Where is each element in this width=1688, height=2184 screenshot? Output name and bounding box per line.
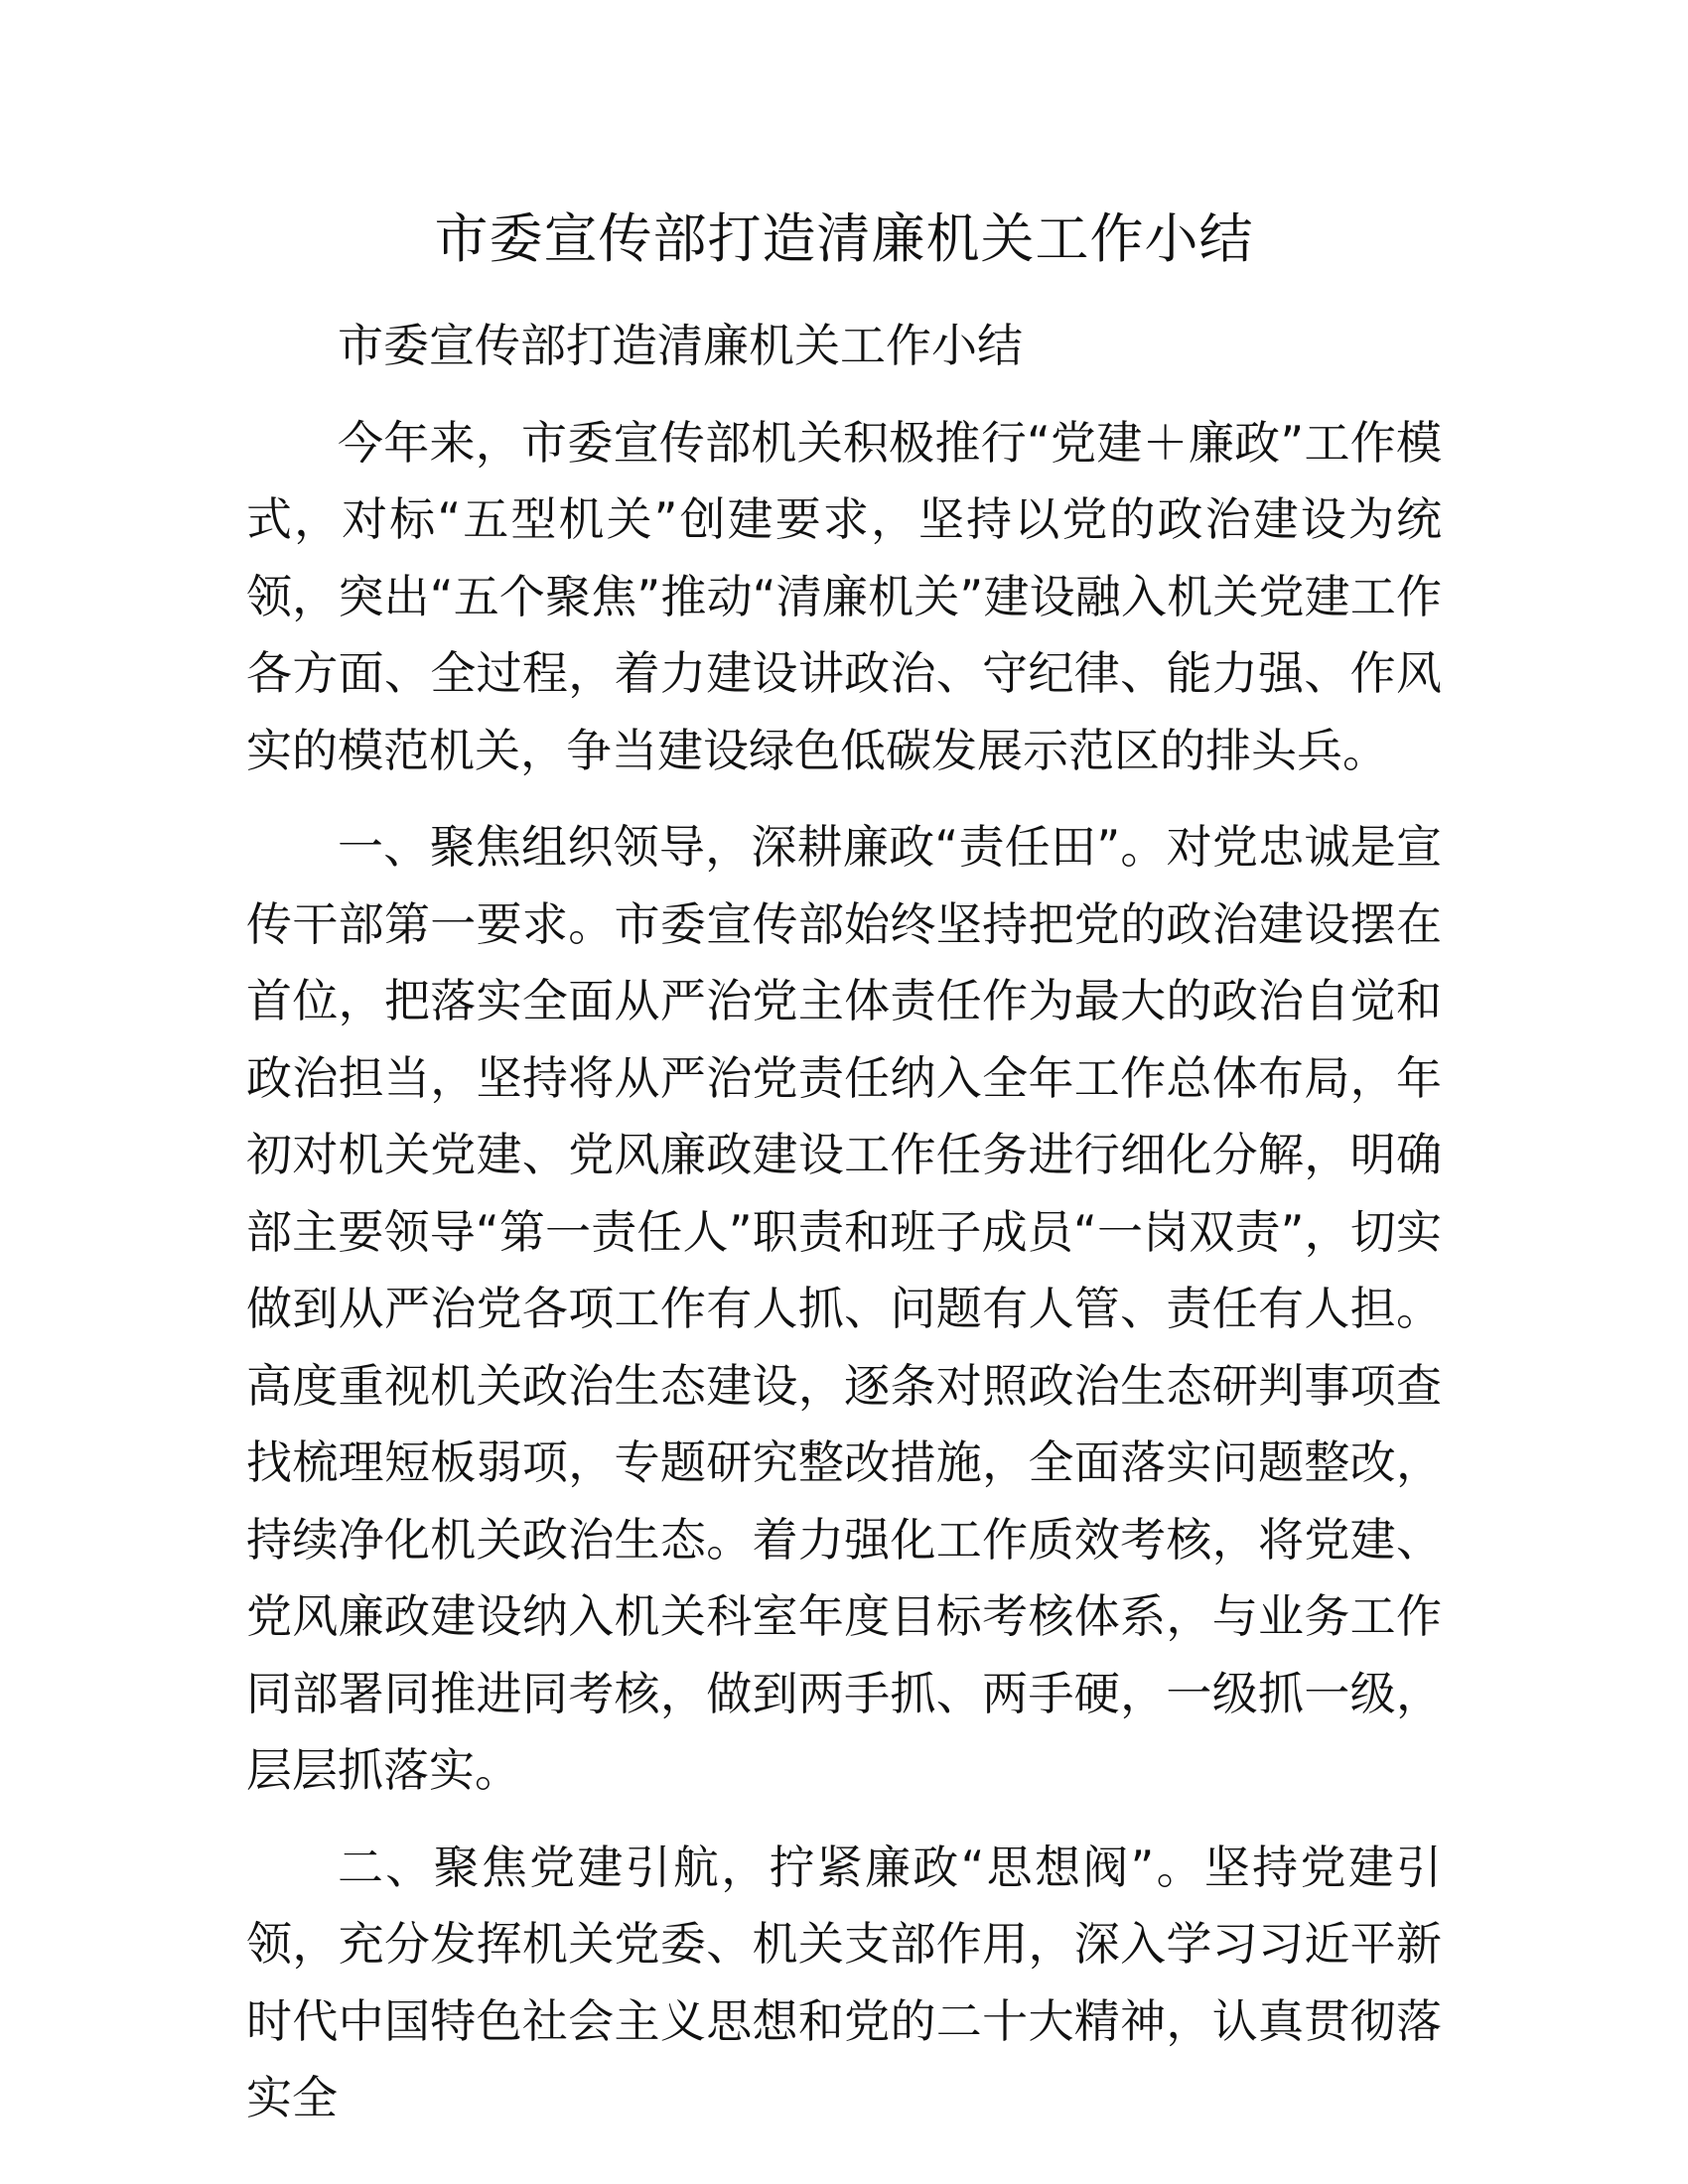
paragraph-section-one: 一、聚焦组织领导，深耕廉政“责任田”。对党忠诚是宣传干部第一要求。市委宣传部始终坚持把党的政治建设摆在首位，把落实全面从严治党主体责任作为最大的政治自觉和政治担当，坚持将从严治党责任纳入全年工作总体布局，年初对机关党建、党风廉政建设工作任务进行细化分解，明确部主要领导“第一责任人”职责和班子成员“一岗双责”，切实做到从严治党各项工作有人抓、问题有人管、责任有人担。高度重视机关政治生态建设，逐条对照政治生态研判事项查找梳理短板弱项，专题研究整改措施，全面落实问题整改，持续净化机关政治生态。着力强化工作质效考核，将党建、党风廉政建设纳入机关科室年度目标考核体系，与业务工作同部署同推进同考核，做到两手抓、两手硬，一级抓一级，层层抓落实。: [246, 820, 1442, 1797]
paragraph-intro: 今年来，市委宣传部机关积极推行“党建＋廉政”工作模式，对标“五型机关”创建要求，坚持以党的政治建设为统领，突出“五个聚焦”推动“清廉机关”建设融入机关党建工作各方面、全过程，着力建设讲政治、守纪律、能力强、作风实的模范机关，争当建设绿色低碳发展示范区的排头兵。: [246, 415, 1442, 777]
document-body: [246, 308, 1442, 2157]
document-title: 市委宣传部打造清廉机关工作小结: [434, 207, 1254, 270]
document-subtitle: 市委宣传部打造清廉机关工作小结: [338, 319, 1023, 372]
paragraph-section-two: 二、聚焦党建引航，拧紧廉政“思想阀”。坚持党建引领，充分发挥机关党委、机关支部作用，深入学习习近平新时代中国特色社会主义思想和党的二十大精神，认真贯彻落实全: [246, 1840, 1442, 2124]
